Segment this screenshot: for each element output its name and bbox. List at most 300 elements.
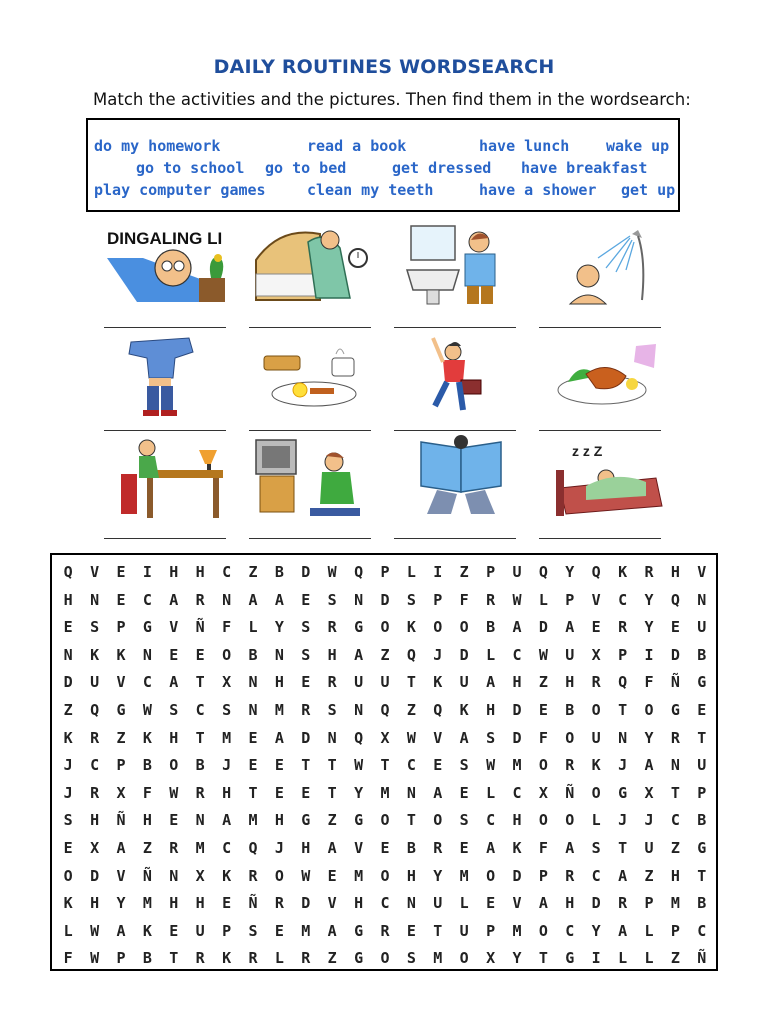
grid-letter[interactable]: S xyxy=(327,590,337,609)
grid-letter[interactable]: W xyxy=(301,866,311,885)
grid-letter[interactable]: S xyxy=(486,728,496,747)
grid-letter[interactable]: D xyxy=(380,590,390,609)
grid-letter[interactable]: N xyxy=(354,701,364,719)
grid-letter[interactable]: A xyxy=(486,673,496,692)
answer-line[interactable] xyxy=(249,538,371,539)
answer-line[interactable] xyxy=(104,538,226,539)
grid-letter[interactable]: L xyxy=(486,645,496,664)
grid-letter[interactable]: H xyxy=(486,701,496,719)
grid-letter[interactable]: T xyxy=(406,673,416,692)
grid-letter[interactable]: M xyxy=(142,894,152,913)
grid-letter[interactable]: A xyxy=(644,756,654,775)
grid-letter[interactable]: G xyxy=(301,811,311,830)
grid-letter[interactable]: E xyxy=(433,756,443,775)
grid-letter[interactable]: W xyxy=(406,728,416,747)
grid-letter[interactable]: U xyxy=(697,618,707,637)
grid-letter[interactable]: X xyxy=(644,783,654,802)
grid-letter[interactable]: Z xyxy=(670,949,680,968)
grid-letter[interactable]: D xyxy=(670,645,680,664)
grid-letter[interactable]: D xyxy=(301,728,311,747)
grid-letter[interactable]: W xyxy=(486,756,496,775)
grid-letter[interactable]: E xyxy=(459,839,469,857)
grid-letter[interactable]: T xyxy=(538,949,548,968)
grid-letter[interactable]: Y xyxy=(354,783,364,802)
grid-letter[interactable]: T xyxy=(327,783,337,802)
grid-letter[interactable]: P xyxy=(116,949,126,968)
grid-letter[interactable]: H xyxy=(222,783,232,802)
answer-line[interactable] xyxy=(249,430,371,431)
grid-letter[interactable]: F xyxy=(459,590,469,609)
grid-letter[interactable]: B xyxy=(697,811,707,830)
grid-letter[interactable]: M xyxy=(433,949,443,968)
grid-letter[interactable]: R xyxy=(327,618,337,637)
grid-letter[interactable]: R xyxy=(618,618,628,637)
grid-letter[interactable]: Z xyxy=(459,563,469,581)
grid-letter[interactable]: W xyxy=(90,949,100,968)
grid-letter[interactable]: G xyxy=(618,783,628,802)
grid-letter[interactable]: N xyxy=(354,590,364,609)
grid-letter[interactable]: R xyxy=(90,728,100,747)
grid-letter[interactable]: K xyxy=(459,701,469,719)
grid-letter[interactable]: L xyxy=(248,618,258,637)
grid-letter[interactable]: F xyxy=(538,728,548,747)
grid-letter[interactable]: C xyxy=(512,645,522,664)
grid-letter[interactable]: K xyxy=(406,618,416,637)
grid-letter[interactable]: N xyxy=(222,590,232,609)
grid-letter[interactable]: E xyxy=(459,783,469,802)
grid-letter[interactable]: B xyxy=(565,701,575,719)
grid-letter[interactable]: T xyxy=(697,866,707,885)
grid-letter[interactable]: I xyxy=(591,949,601,968)
grid-letter[interactable]: A xyxy=(116,839,126,857)
grid-letter[interactable]: Y xyxy=(591,921,601,940)
grid-letter[interactable]: G xyxy=(142,618,152,637)
grid-letter[interactable]: T xyxy=(433,921,443,940)
grid-letter[interactable]: S xyxy=(459,811,469,830)
grid-letter[interactable]: I xyxy=(433,563,443,581)
grid-letter[interactable]: S xyxy=(301,645,311,664)
grid-letter[interactable]: S xyxy=(169,701,179,719)
grid-letter[interactable]: E xyxy=(248,728,258,747)
grid-letter[interactable]: R xyxy=(565,756,575,775)
grid-letter[interactable]: P xyxy=(565,590,575,609)
grid-letter[interactable]: K xyxy=(63,728,73,747)
grid-letter[interactable]: C xyxy=(670,811,680,830)
grid-letter[interactable]: E xyxy=(274,921,284,940)
grid-letter[interactable]: R xyxy=(301,701,311,719)
grid-letter[interactable]: G xyxy=(670,701,680,719)
grid-letter[interactable]: F xyxy=(538,839,548,857)
grid-letter[interactable]: C xyxy=(222,839,232,857)
grid-letter[interactable]: F xyxy=(222,618,232,637)
grid-letter[interactable]: T xyxy=(248,783,258,802)
grid-letter[interactable]: A xyxy=(248,590,258,609)
grid-letter[interactable]: M xyxy=(222,728,232,747)
grid-letter[interactable]: C xyxy=(222,563,232,581)
grid-letter[interactable]: K xyxy=(591,756,601,775)
grid-letter[interactable]: R xyxy=(380,921,390,940)
grid-letter[interactable]: M xyxy=(248,811,258,830)
grid-letter[interactable]: R xyxy=(90,783,100,802)
grid-letter[interactable]: N xyxy=(327,728,337,747)
grid-letter[interactable]: E xyxy=(248,756,258,775)
grid-letter[interactable]: O xyxy=(486,866,496,885)
grid-letter[interactable]: V xyxy=(697,563,707,581)
grid-letter[interactable]: C xyxy=(618,590,628,609)
grid-letter[interactable]: U xyxy=(380,673,390,692)
grid-letter[interactable]: M xyxy=(354,866,364,885)
grid-letter[interactable]: G xyxy=(116,701,126,719)
grid-letter[interactable]: Q xyxy=(248,839,258,857)
grid-letter[interactable]: D xyxy=(459,645,469,664)
grid-letter[interactable]: D xyxy=(512,866,522,885)
grid-letter[interactable]: H xyxy=(274,811,284,830)
grid-letter[interactable]: L xyxy=(644,921,654,940)
grid-letter[interactable]: J xyxy=(644,811,654,830)
grid-letter[interactable]: T xyxy=(301,756,311,775)
grid-letter[interactable]: O xyxy=(433,811,443,830)
grid-letter[interactable]: R xyxy=(644,563,654,581)
grid-letter[interactable]: L xyxy=(63,921,73,940)
grid-letter[interactable]: R xyxy=(274,894,284,913)
grid-letter[interactable]: C xyxy=(406,756,416,775)
grid-letter[interactable]: E xyxy=(697,701,707,719)
grid-letter[interactable]: P xyxy=(670,921,680,940)
grid-letter[interactable]: O xyxy=(591,701,601,719)
grid-letter[interactable]: C xyxy=(697,921,707,940)
grid-letter[interactable]: Y xyxy=(512,949,522,968)
grid-letter[interactable]: O xyxy=(274,866,284,885)
grid-letter[interactable]: P xyxy=(538,866,548,885)
grid-letter[interactable]: P xyxy=(618,645,628,664)
grid-letter[interactable]: D xyxy=(512,701,522,719)
grid-letter[interactable]: J xyxy=(63,783,73,802)
grid-letter[interactable]: V xyxy=(169,618,179,637)
grid-letter[interactable]: I xyxy=(142,563,152,581)
grid-letter[interactable]: H xyxy=(670,563,680,581)
grid-letter[interactable]: A xyxy=(327,921,337,940)
grid-letter[interactable]: B xyxy=(248,645,258,664)
grid-letter[interactable]: N xyxy=(142,645,152,664)
grid-letter[interactable]: L xyxy=(486,783,496,802)
grid-letter[interactable]: S xyxy=(406,590,416,609)
grid-letter[interactable]: R xyxy=(301,949,311,968)
grid-letter[interactable]: E xyxy=(327,866,337,885)
grid-letter[interactable]: H xyxy=(195,563,205,581)
grid-letter[interactable]: U xyxy=(195,921,205,940)
grid-letter[interactable]: L xyxy=(538,590,548,609)
grid-letter[interactable]: Y xyxy=(644,590,654,609)
grid-letter[interactable]: A xyxy=(222,811,232,830)
grid-letter[interactable]: A xyxy=(327,839,337,857)
grid-letter[interactable]: A xyxy=(486,839,496,857)
grid-letter[interactable]: H xyxy=(670,866,680,885)
grid-letter[interactable]: V xyxy=(327,894,337,913)
grid-letter[interactable]: O xyxy=(538,756,548,775)
grid-letter[interactable]: Y xyxy=(433,866,443,885)
grid-letter[interactable]: B xyxy=(697,645,707,664)
grid-letter[interactable]: C xyxy=(486,811,496,830)
grid-letter[interactable]: M xyxy=(274,701,284,719)
grid-letter[interactable]: D xyxy=(301,563,311,581)
grid-letter[interactable]: O xyxy=(169,756,179,775)
grid-letter[interactable]: H xyxy=(512,673,522,692)
grid-letter[interactable]: T xyxy=(670,783,680,802)
grid-letter[interactable]: A xyxy=(433,783,443,802)
grid-letter[interactable]: T xyxy=(195,673,205,692)
grid-letter[interactable]: B xyxy=(195,756,205,775)
grid-letter[interactable]: C xyxy=(591,866,601,885)
grid-letter[interactable]: H xyxy=(142,811,152,830)
grid-letter[interactable]: H xyxy=(565,673,575,692)
grid-letter[interactable]: C xyxy=(195,701,205,719)
grid-letter[interactable]: J xyxy=(63,756,73,775)
grid-letter[interactable]: Z xyxy=(327,949,337,968)
grid-letter[interactable]: Z xyxy=(63,701,73,719)
grid-letter[interactable]: A xyxy=(274,590,284,609)
grid-letter[interactable]: A xyxy=(565,839,575,857)
grid-letter[interactable]: R xyxy=(248,949,258,968)
grid-letter[interactable]: A xyxy=(169,673,179,692)
grid-letter[interactable]: H xyxy=(354,894,364,913)
grid-letter[interactable]: A xyxy=(538,894,548,913)
answer-line[interactable] xyxy=(104,327,226,328)
answer-line[interactable] xyxy=(539,430,661,431)
grid-letter[interactable]: S xyxy=(222,701,232,719)
grid-letter[interactable]: T xyxy=(380,756,390,775)
grid-letter[interactable]: A xyxy=(274,728,284,747)
grid-letter[interactable]: O xyxy=(222,645,232,664)
grid-letter[interactable]: X xyxy=(591,645,601,664)
grid-letter[interactable]: U xyxy=(565,645,575,664)
grid-letter[interactable]: L xyxy=(618,949,628,968)
grid-letter[interactable]: B xyxy=(142,756,152,775)
grid-letter[interactable]: T xyxy=(327,756,337,775)
grid-letter[interactable]: W xyxy=(354,756,364,775)
grid-letter[interactable]: Z xyxy=(248,563,258,581)
grid-letter[interactable]: U xyxy=(512,563,522,581)
grid-letter[interactable]: E xyxy=(301,783,311,802)
grid-letter[interactable]: W xyxy=(538,645,548,664)
grid-letter[interactable]: W xyxy=(512,590,522,609)
grid-letter[interactable]: E xyxy=(486,894,496,913)
grid-letter[interactable]: H xyxy=(90,811,100,830)
grid-letter[interactable]: X xyxy=(90,839,100,857)
grid-letter[interactable]: E xyxy=(169,811,179,830)
grid-letter[interactable]: E xyxy=(116,590,126,609)
grid-letter[interactable]: S xyxy=(591,839,601,857)
grid-letter[interactable]: N xyxy=(670,756,680,775)
grid-letter[interactable]: X xyxy=(222,673,232,692)
grid-letter[interactable]: V xyxy=(354,839,364,857)
grid-letter[interactable]: T xyxy=(169,949,179,968)
grid-letter[interactable]: P xyxy=(433,590,443,609)
grid-letter[interactable]: I xyxy=(644,645,654,664)
grid-letter[interactable]: O xyxy=(644,701,654,719)
grid-letter[interactable]: N xyxy=(63,645,73,664)
grid-letter[interactable]: L xyxy=(406,563,416,581)
grid-letter[interactable]: K xyxy=(90,645,100,664)
grid-letter[interactable]: G xyxy=(354,811,364,830)
grid-letter[interactable]: B xyxy=(142,949,152,968)
grid-letter[interactable]: H xyxy=(90,894,100,913)
grid-letter[interactable]: E xyxy=(116,563,126,581)
grid-letter[interactable]: N xyxy=(248,673,258,692)
grid-letter[interactable]: J xyxy=(618,756,628,775)
grid-letter[interactable]: A xyxy=(618,866,628,885)
grid-letter[interactable]: L xyxy=(274,949,284,968)
grid-letter[interactable]: L xyxy=(459,894,469,913)
grid-letter[interactable]: D xyxy=(538,618,548,637)
grid-letter[interactable]: K xyxy=(222,866,232,885)
grid-letter[interactable]: A xyxy=(618,921,628,940)
grid-letter[interactable]: K xyxy=(116,645,126,664)
grid-letter[interactable]: H xyxy=(169,728,179,747)
grid-letter[interactable]: Q xyxy=(354,563,364,581)
grid-letter[interactable]: N xyxy=(195,811,205,830)
grid-letter[interactable]: O xyxy=(538,811,548,830)
grid-letter[interactable]: Q xyxy=(380,701,390,719)
grid-letter[interactable]: P xyxy=(644,894,654,913)
wordsearch-grid[interactable] xyxy=(50,553,718,971)
grid-letter[interactable]: H xyxy=(169,894,179,913)
grid-letter[interactable]: R xyxy=(618,894,628,913)
grid-letter[interactable]: O xyxy=(538,921,548,940)
answer-line[interactable] xyxy=(539,327,661,328)
grid-letter[interactable]: Q xyxy=(406,645,416,664)
grid-letter[interactable]: X xyxy=(486,949,496,968)
grid-letter[interactable]: Z xyxy=(670,839,680,857)
grid-letter[interactable]: J xyxy=(274,839,284,857)
grid-letter[interactable]: Z xyxy=(327,811,337,830)
grid-letter[interactable]: C xyxy=(142,673,152,692)
grid-letter[interactable]: L xyxy=(591,811,601,830)
grid-letter[interactable]: X xyxy=(116,783,126,802)
grid-letter[interactable]: Y xyxy=(644,618,654,637)
grid-letter[interactable]: C xyxy=(90,756,100,775)
grid-letter[interactable]: A xyxy=(565,618,575,637)
grid-letter[interactable]: U xyxy=(90,673,100,692)
grid-letter[interactable]: D xyxy=(591,894,601,913)
grid-letter[interactable]: E xyxy=(195,645,205,664)
grid-letter[interactable]: D xyxy=(63,673,73,692)
grid-letter[interactable]: E xyxy=(63,839,73,857)
grid-letter[interactable]: O xyxy=(591,783,601,802)
grid-letter[interactable]: B xyxy=(406,839,416,857)
grid-letter[interactable]: E xyxy=(591,618,601,637)
grid-letter[interactable]: W xyxy=(142,701,152,719)
grid-letter[interactable]: K xyxy=(512,839,522,857)
grid-letter[interactable]: O xyxy=(433,618,443,637)
grid-letter[interactable]: F xyxy=(63,949,73,968)
grid-letter[interactable]: G xyxy=(697,673,707,692)
grid-letter[interactable]: Y xyxy=(644,728,654,747)
grid-letter[interactable]: T xyxy=(195,728,205,747)
grid-letter[interactable]: J xyxy=(433,645,443,664)
grid-letter[interactable]: P xyxy=(486,921,496,940)
grid-letter[interactable]: C xyxy=(380,894,390,913)
grid-letter[interactable]: X xyxy=(195,866,205,885)
grid-letter[interactable]: Q xyxy=(591,563,601,581)
grid-letter[interactable]: J xyxy=(618,811,628,830)
grid-letter[interactable]: K xyxy=(618,563,628,581)
grid-letter[interactable]: Ñ xyxy=(116,811,126,830)
grid-letter[interactable]: Y xyxy=(116,894,126,913)
grid-letter[interactable]: T xyxy=(618,839,628,857)
grid-letter[interactable]: Q xyxy=(538,563,548,581)
grid-letter[interactable]: N xyxy=(90,590,100,609)
grid-letter[interactable]: H xyxy=(327,645,337,664)
grid-letter[interactable]: E xyxy=(406,921,416,940)
grid-letter[interactable]: Z xyxy=(538,673,548,692)
grid-letter[interactable]: E xyxy=(169,921,179,940)
grid-letter[interactable]: K xyxy=(142,728,152,747)
grid-letter[interactable]: M xyxy=(459,866,469,885)
grid-letter[interactable]: R xyxy=(195,949,205,968)
grid-letter[interactable]: M xyxy=(195,839,205,857)
grid-letter[interactable]: U xyxy=(697,756,707,775)
grid-letter[interactable]: M xyxy=(512,921,522,940)
grid-letter[interactable]: K xyxy=(433,673,443,692)
grid-letter[interactable]: K xyxy=(222,949,232,968)
grid-letter[interactable]: V xyxy=(433,728,443,747)
grid-letter[interactable]: E xyxy=(538,701,548,719)
grid-letter[interactable]: O xyxy=(380,618,390,637)
grid-letter[interactable]: N xyxy=(406,894,416,913)
grid-letter[interactable]: Y xyxy=(274,618,284,637)
grid-letter[interactable]: U xyxy=(459,921,469,940)
grid-letter[interactable]: C xyxy=(142,590,152,609)
grid-letter[interactable]: D xyxy=(512,728,522,747)
grid-letter[interactable]: N xyxy=(697,590,707,609)
answer-line[interactable] xyxy=(104,430,226,431)
grid-letter[interactable]: E xyxy=(274,756,284,775)
grid-letter[interactable]: U xyxy=(591,728,601,747)
grid-letter[interactable]: S xyxy=(459,756,469,775)
grid-letter[interactable]: A xyxy=(116,921,126,940)
grid-letter[interactable]: Ñ xyxy=(195,618,205,637)
grid-letter[interactable]: P xyxy=(222,921,232,940)
grid-letter[interactable]: G xyxy=(354,921,364,940)
grid-letter[interactable]: D xyxy=(90,866,100,885)
grid-letter[interactable]: N xyxy=(618,728,628,747)
grid-letter[interactable]: Q xyxy=(670,590,680,609)
grid-letter[interactable]: G xyxy=(354,618,364,637)
grid-letter[interactable]: E xyxy=(301,590,311,609)
grid-letter[interactable]: O xyxy=(565,811,575,830)
grid-letter[interactable]: Z xyxy=(644,866,654,885)
grid-letter[interactable]: Z xyxy=(406,701,416,719)
grid-letter[interactable]: F xyxy=(142,783,152,802)
grid-letter[interactable]: C xyxy=(565,921,575,940)
grid-letter[interactable]: X xyxy=(538,783,548,802)
grid-letter[interactable]: X xyxy=(380,728,390,747)
grid-letter[interactable]: F xyxy=(644,673,654,692)
grid-letter[interactable]: U xyxy=(644,839,654,857)
grid-letter[interactable]: A xyxy=(354,645,364,664)
grid-letter[interactable]: G xyxy=(697,839,707,857)
grid-letter[interactable]: A xyxy=(512,618,522,637)
grid-letter[interactable]: R xyxy=(327,673,337,692)
grid-letter[interactable]: W xyxy=(90,921,100,940)
grid-letter[interactable]: Ñ xyxy=(670,673,680,692)
grid-letter[interactable]: N xyxy=(406,783,416,802)
grid-letter[interactable]: Q xyxy=(433,701,443,719)
grid-letter[interactable]: M xyxy=(670,894,680,913)
grid-letter[interactable]: H xyxy=(63,590,73,609)
grid-letter[interactable]: H xyxy=(195,894,205,913)
grid-letter[interactable]: O xyxy=(459,618,469,637)
